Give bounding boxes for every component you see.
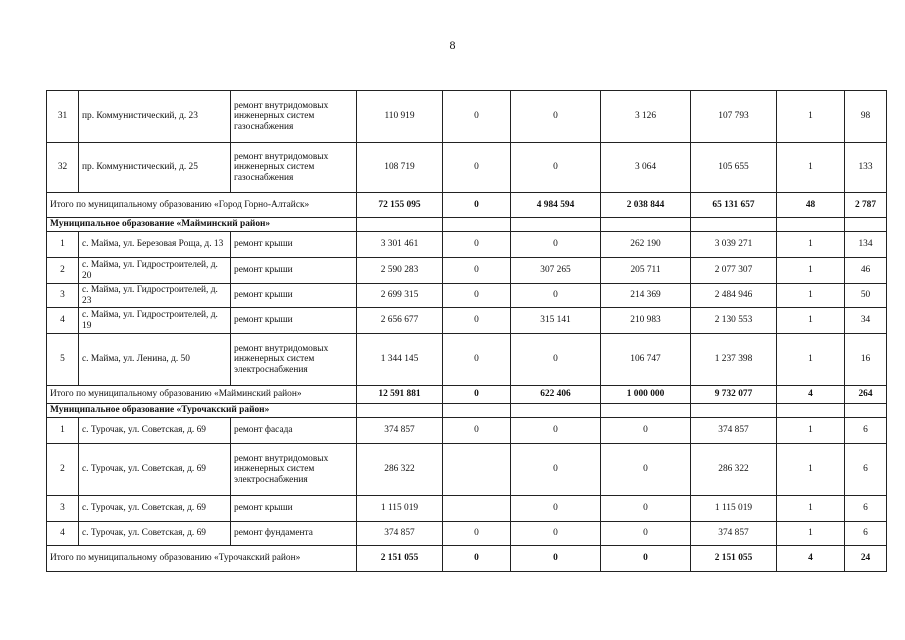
value-cell-c2: 0	[443, 522, 511, 546]
total-row	[47, 386, 887, 404]
value-cell-c4: 0	[601, 522, 691, 546]
value-cell-c1: 2 699 315	[357, 284, 443, 308]
empty-cell	[443, 404, 511, 418]
row-number: 2	[47, 258, 79, 284]
total-value-c1: 72 155 095	[357, 193, 443, 218]
value-cell-c4: 205 711	[601, 258, 691, 284]
value-cell-c4: 3 064	[601, 143, 691, 193]
address-cell: пр. Коммунистический, д. 23	[79, 91, 231, 143]
table-row	[47, 284, 887, 308]
empty-cell	[601, 404, 691, 418]
total-value-c2: 0	[443, 193, 511, 218]
value-cell-c2	[443, 444, 511, 496]
value-cell-c4: 214 369	[601, 284, 691, 308]
table-row	[47, 334, 887, 386]
value-cell-c3: 0	[511, 143, 601, 193]
value-cell-c5: 2 130 553	[691, 308, 777, 334]
empty-cell	[691, 404, 777, 418]
total-value-c6: 4	[777, 386, 845, 404]
value-cell-c6: 1	[777, 284, 845, 308]
section-title: Муниципальное образование «Турочакский район»	[47, 404, 357, 418]
row-number: 3	[47, 284, 79, 308]
address-cell: с. Турочак, ул. Советская, д. 69	[79, 418, 231, 444]
value-cell-c7: 134	[845, 232, 887, 258]
value-cell-c2: 0	[443, 308, 511, 334]
value-cell-c5: 107 793	[691, 91, 777, 143]
value-cell-c6: 1	[777, 308, 845, 334]
value-cell-c1: 286 322	[357, 444, 443, 496]
work-type-cell: ремонт внутридомовых инженерных систем газоснабжения	[231, 91, 357, 143]
value-cell-c6: 1	[777, 91, 845, 143]
value-cell-c2: 0	[443, 258, 511, 284]
page-number: 8	[449, 38, 456, 52]
total-row	[47, 546, 887, 572]
empty-cell	[357, 404, 443, 418]
value-cell-c3: 0	[511, 232, 601, 258]
value-cell-c1: 110 919	[357, 91, 443, 143]
table-row	[47, 522, 887, 546]
address-cell: с. Майма, ул. Гидростроителей, д. 23	[79, 284, 231, 308]
value-cell-c3: 0	[511, 496, 601, 522]
value-cell-c1: 374 857	[357, 418, 443, 444]
value-cell-c1: 1 344 145	[357, 334, 443, 386]
repair-program-table	[46, 90, 887, 572]
value-cell-c3: 0	[511, 522, 601, 546]
work-type-cell: ремонт крыши	[231, 284, 357, 308]
value-cell-c2: 0	[443, 143, 511, 193]
value-cell-c7: 6	[845, 496, 887, 522]
row-number: 31	[47, 91, 79, 143]
value-cell-c7: 34	[845, 308, 887, 334]
address-cell: с. Майма, ул. Гидростроителей, д. 20	[79, 258, 231, 284]
value-cell-c6: 1	[777, 522, 845, 546]
address-cell: с. Турочак, ул. Советская, д. 69	[79, 496, 231, 522]
address-cell: пр. Коммунистический, д. 25	[79, 143, 231, 193]
section-header-row	[47, 404, 887, 418]
value-cell-c2: 0	[443, 334, 511, 386]
table-row	[47, 91, 887, 143]
value-cell-c5: 2 077 307	[691, 258, 777, 284]
total-value-c3: 0	[511, 546, 601, 572]
value-cell-c3: 0	[511, 91, 601, 143]
table-row	[47, 143, 887, 193]
table-row	[47, 444, 887, 496]
total-value-c7: 264	[845, 386, 887, 404]
value-cell-c2: 0	[443, 91, 511, 143]
work-type-cell: ремонт фундамента	[231, 522, 357, 546]
empty-cell	[777, 218, 845, 232]
empty-cell	[511, 218, 601, 232]
total-label: Итого по муниципальному образованию «Турочакский район»	[47, 546, 357, 572]
empty-cell	[357, 218, 443, 232]
total-label: Итого по муниципальному образованию «Майминский район»	[47, 386, 357, 404]
value-cell-c6: 1	[777, 444, 845, 496]
work-type-cell: ремонт крыши	[231, 232, 357, 258]
value-cell-c1: 1 115 019	[357, 496, 443, 522]
table-row	[47, 496, 887, 522]
value-cell-c2: 0	[443, 418, 511, 444]
value-cell-c5: 1 237 398	[691, 334, 777, 386]
address-cell: с. Майма, ул. Ленина, д. 50	[79, 334, 231, 386]
table-row	[47, 418, 887, 444]
total-value-c4: 2 038 844	[601, 193, 691, 218]
total-value-c4: 1 000 000	[601, 386, 691, 404]
value-cell-c5: 374 857	[691, 522, 777, 546]
value-cell-c5: 2 484 946	[691, 284, 777, 308]
value-cell-c1: 3 301 461	[357, 232, 443, 258]
empty-cell	[777, 404, 845, 418]
total-value-c5: 65 131 657	[691, 193, 777, 218]
empty-cell	[845, 218, 887, 232]
total-value-c3: 622 406	[511, 386, 601, 404]
row-number: 1	[47, 418, 79, 444]
total-label: Итого по муниципальному образованию «Город Горно-Алтайск»	[47, 193, 357, 218]
value-cell-c3: 315 141	[511, 308, 601, 334]
empty-cell	[691, 218, 777, 232]
total-row	[47, 193, 887, 218]
work-type-cell: ремонт внутридомовых инженерных систем электроснабжения	[231, 334, 357, 386]
table-row	[47, 232, 887, 258]
total-value-c7: 2 787	[845, 193, 887, 218]
work-type-cell: ремонт крыши	[231, 308, 357, 334]
value-cell-c3: 0	[511, 444, 601, 496]
work-type-cell: ремонт крыши	[231, 258, 357, 284]
value-cell-c5: 374 857	[691, 418, 777, 444]
value-cell-c4: 106 747	[601, 334, 691, 386]
value-cell-c7: 16	[845, 334, 887, 386]
address-cell: с. Турочак, ул. Советская, д. 69	[79, 522, 231, 546]
value-cell-c7: 46	[845, 258, 887, 284]
section-title: Муниципальное образование «Майминский район»	[47, 218, 357, 232]
total-value-c1: 2 151 055	[357, 546, 443, 572]
work-type-cell: ремонт внутридомовых инженерных систем электроснабжения	[231, 444, 357, 496]
value-cell-c1: 2 590 283	[357, 258, 443, 284]
value-cell-c4: 262 190	[601, 232, 691, 258]
row-number: 2	[47, 444, 79, 496]
value-cell-c5: 1 115 019	[691, 496, 777, 522]
value-cell-c3: 307 265	[511, 258, 601, 284]
value-cell-c1: 374 857	[357, 522, 443, 546]
address-cell: с. Майма, ул. Березовая Роща, д. 13	[79, 232, 231, 258]
value-cell-c6: 1	[777, 232, 845, 258]
total-value-c5: 2 151 055	[691, 546, 777, 572]
work-type-cell: ремонт крыши	[231, 496, 357, 522]
work-type-cell: ремонт внутридомовых инженерных систем газоснабжения	[231, 143, 357, 193]
value-cell-c7: 98	[845, 91, 887, 143]
empty-cell	[845, 404, 887, 418]
empty-cell	[443, 218, 511, 232]
total-value-c5: 9 732 077	[691, 386, 777, 404]
value-cell-c4: 0	[601, 496, 691, 522]
value-cell-c4: 3 126	[601, 91, 691, 143]
value-cell-c5: 286 322	[691, 444, 777, 496]
total-value-c7: 24	[845, 546, 887, 572]
total-value-c3: 4 984 594	[511, 193, 601, 218]
value-cell-c3: 0	[511, 334, 601, 386]
value-cell-c4: 210 983	[601, 308, 691, 334]
value-cell-c3: 0	[511, 418, 601, 444]
value-cell-c6: 1	[777, 334, 845, 386]
value-cell-c4: 0	[601, 444, 691, 496]
value-cell-c1: 108 719	[357, 143, 443, 193]
value-cell-c7: 6	[845, 444, 887, 496]
value-cell-c3: 0	[511, 284, 601, 308]
row-number: 32	[47, 143, 79, 193]
value-cell-c1: 2 656 677	[357, 308, 443, 334]
value-cell-c6: 1	[777, 143, 845, 193]
total-value-c6: 48	[777, 193, 845, 218]
value-cell-c7: 6	[845, 418, 887, 444]
row-number: 3	[47, 496, 79, 522]
work-type-cell: ремонт фасада	[231, 418, 357, 444]
empty-cell	[511, 404, 601, 418]
address-cell: с. Майма, ул. Гидростроителей, д. 19	[79, 308, 231, 334]
total-value-c4: 0	[601, 546, 691, 572]
empty-cell	[601, 218, 691, 232]
row-number: 4	[47, 522, 79, 546]
total-value-c2: 0	[443, 546, 511, 572]
value-cell-c2: 0	[443, 284, 511, 308]
row-number: 1	[47, 232, 79, 258]
value-cell-c5: 3 039 271	[691, 232, 777, 258]
total-value-c6: 4	[777, 546, 845, 572]
value-cell-c6: 1	[777, 258, 845, 284]
value-cell-c2: 0	[443, 232, 511, 258]
value-cell-c6: 1	[777, 496, 845, 522]
address-cell: с. Турочак, ул. Советская, д. 69	[79, 444, 231, 496]
value-cell-c2	[443, 496, 511, 522]
section-header-row	[47, 218, 887, 232]
value-cell-c5: 105 655	[691, 143, 777, 193]
value-cell-c7: 50	[845, 284, 887, 308]
row-number: 5	[47, 334, 79, 386]
value-cell-c4: 0	[601, 418, 691, 444]
value-cell-c6: 1	[777, 418, 845, 444]
table-row	[47, 258, 887, 284]
value-cell-c7: 133	[845, 143, 887, 193]
row-number: 4	[47, 308, 79, 334]
value-cell-c7: 6	[845, 522, 887, 546]
table-row	[47, 308, 887, 334]
total-value-c1: 12 591 881	[357, 386, 443, 404]
total-value-c2: 0	[443, 386, 511, 404]
